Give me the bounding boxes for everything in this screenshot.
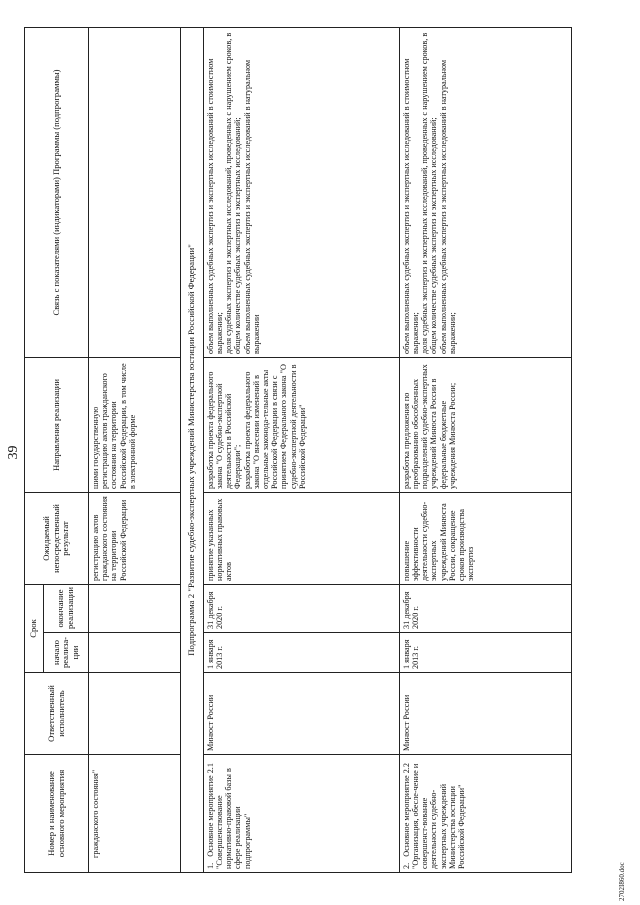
table-header-row <box>25 27 44 872</box>
measure-executor: Минюст России <box>399 673 571 755</box>
measure-end: 31 декабря 2020 г. <box>203 584 399 632</box>
measure-result: принятие указанных нормативных правовых актов <box>203 492 399 584</box>
header-link: Связь с показателями (индикаторами) Программы (подпрограммы) <box>25 27 89 357</box>
header-term: Срок <box>25 584 44 672</box>
subprogram-row <box>181 27 204 872</box>
measure-name: Основное мероприятие 2.2 "Организация, обесле-чение и совершенст-вование деятельности судебно-экспертных учреждений Министерства юстиции Российской Федерации" <box>401 763 466 869</box>
page-number: 39 <box>6 445 21 460</box>
subprogram-title: Подпрограмма 2 "Развитие судебно-экспертных учреждений Министерства юстиции Российской Федерации" <box>181 27 204 872</box>
measure-start: 1 января 2013 г. <box>203 633 399 673</box>
measure-link: объем выполненных судебных экспертиз и экспертных исследований в стоимостном выражении; доля судебных экспертиз и экспертных исследований, проведенных с нарушением сроков, в общем количестве судебных экспертиз и экспертных исследований; объем выполненных судебных экспертиз и экспертных исследований в натуральном выражении <box>203 27 399 357</box>
measures-table <box>24 27 572 873</box>
measure-executor: Минюст России <box>203 673 399 755</box>
cont-directions: шими государственную регистрацию актов гражданского состояния на территории Российской Федерации, в том числе в электронной форме <box>89 357 181 492</box>
table-row <box>399 27 571 872</box>
header-end: окончание реализации <box>44 584 89 632</box>
header-name: Номер и наименование основного мероприятия <box>25 755 89 873</box>
document-code: 2702I860.doc <box>618 862 626 901</box>
measure-link: объем выполненных судебных экспертиз и экспертных исследований в стоимостном выражении; доля судебных экспертиз и экспертных исследований, проведенных с нарушением сроков, в общем количестве судебных экспертиз и экспертных исследований; объем выполненных судебных экспертиз и экспертных исследований в натуральном выражении; <box>399 27 571 357</box>
measure-start: 1 января 2013 г. <box>399 633 571 673</box>
measure-name: Основное мероприятие 2.1 "Совершенствование нормативно-правовой базы в сфере реализации подпрограммы" <box>205 763 252 869</box>
cont-result: регистрацию актов гражданского состояния на территории Российской Федерации <box>89 492 181 584</box>
header-start: начало реализа-ции <box>44 633 89 673</box>
table-row <box>203 27 399 872</box>
header-executor: Ответственный исполнитель <box>25 673 89 755</box>
measure-directions: разработка предложения по преобразованию обособленных подразделений судебно-экспертных учреждений Минюста России в федеральные бюджетные учреждения Минюста России; <box>399 357 571 492</box>
header-result: Ожидаемый непосредственный результат <box>25 492 89 584</box>
cont-name: гражданского состояния" <box>89 755 181 873</box>
measure-end: 31 декабря 2020 г. <box>399 584 571 632</box>
row-number: 1. <box>205 862 215 869</box>
table-row-continuation <box>89 27 181 872</box>
row-number: 2. <box>401 862 411 869</box>
measure-directions: разработка проекта федерального закона "О судебно-экспертной деятельности в Российской Федерации"; разработка проекта федерального закона "О внесении изменений в отдельные законода-тельные акты Российской Федерации в связи с принятием Федерального закона "О судебно-экспертной деятельности в Российской Федерации" <box>203 357 399 492</box>
measure-result: повышение эффективности деятельности судебно-экспертных учреждений Минюста России, сокращение сроков производства экспертиз <box>399 492 571 584</box>
header-directions: Направления реализации <box>25 357 89 492</box>
